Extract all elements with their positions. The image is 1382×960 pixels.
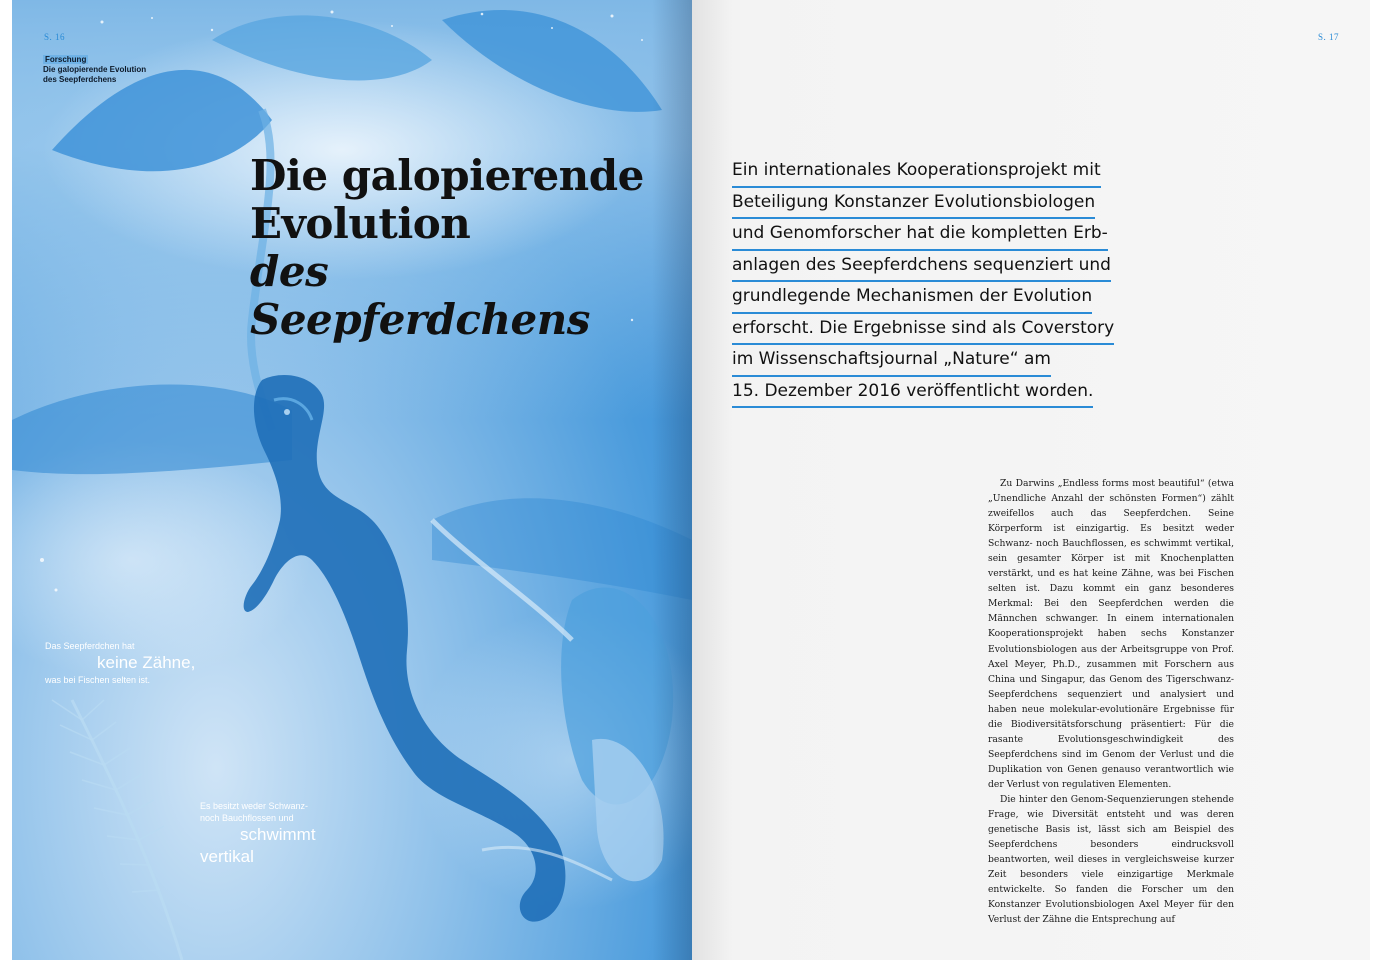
pullquote-fins-highlight2: vertikal <box>200 847 254 866</box>
pullquote-fins <box>200 800 316 868</box>
intro-line: Beteiligung Konstanzer Evolutionsbiologen <box>732 188 1095 220</box>
section-category: Forschung <box>45 55 87 64</box>
intro-line: anlagen des Seepferdchens sequenziert und <box>732 251 1111 283</box>
right-page <box>692 0 1370 960</box>
page-number-left: S. 16 <box>44 32 66 42</box>
intro-line: grundlegende Mechanismen der Evolution <box>732 282 1092 314</box>
pullquote-teeth-lead: Das Seepferdchen hat <box>45 641 135 651</box>
headline-line1: Die galopierende <box>250 151 644 200</box>
pullquote-teeth-tail: was bei Fischen selten ist. <box>45 675 151 685</box>
headline-line3: des Seepferdchens <box>250 247 590 344</box>
section-label <box>43 55 146 85</box>
headline <box>250 152 650 344</box>
intro-line: Ein internationales Kooperationsprojekt mit <box>732 156 1101 188</box>
page-number-right: S. 17 <box>1318 32 1340 42</box>
intro-line: und Genomforscher hat die kompletten Erb- <box>732 219 1108 251</box>
headline-line2: Evolution <box>250 199 471 248</box>
body-paragraph: Zu Darwins „Endless forms most beautiful“ (etwa „Unendliche Anzahl der schönsten Formen“) zählt zweifellos auch das Seepferdchen. Seine Körperform ist einzigartig. Es besitzt weder Schwanz- noch Bauchflossen, es schwimmt vertikal, sein gesamter Körper ist mit Knochenplatten verstärkt, und es hat keine Zähne, was bei Fischen selten ist. Dazu kommt ein ganz besonderes Merkmal: Bei den Seepferdchen werden die Männchen schwanger. In einem internationalen Kooperationsprojekt haben sechs Konstanzer Evolutionsbiologen aus der Arbeitsgruppe von Prof. Axel Meyer, Ph.D., zusammen mit Forschern aus China und Singapur, das Genom des Tigerschwanz-Seepferdchens sequenziert und analysiert und haben neue molekular-evolutionäre Ergebnisse für die Biodiversitätsforschung präsentiert: Für die rasante Evolutionsgeschwindigkeit des Seepferdchens sind im Genom der Verlust und die Duplikation von Genen genauso verantwortlich wie der Verlust von regulativen Elementen. <box>988 478 1234 790</box>
pullquote-fins-highlight1: schwimmt <box>240 825 316 844</box>
intro-line: im Wissenschaftsjournal „Nature“ am <box>732 345 1051 377</box>
left-page <box>12 0 692 960</box>
pullquote-fins-lead2: noch Bauchflossen und <box>200 813 294 823</box>
page-edge <box>1370 0 1382 960</box>
pullquote-teeth-highlight: keine Zähne, <box>97 653 196 672</box>
pullquote-fins-lead1: Es besitzt weder Schwanz- <box>200 801 309 811</box>
body-paragraph: Die hinter den Genom-Sequenzierungen stehende Frage, wie Diversität entsteht und was deren genetische Basis ist, lässt sich am Beispiel des Seepferdchens besonders eindrucksvoll beantworten, weil dieses in vergleichsweise kurzer Zeit besonders viele einzigartige Merkmale entwickelte. So fanden die Forscher um den Konstanzer Evolutionsbiologen Axel Meyer für den Verlust der Zähne die Entsprechung auf <box>988 793 1234 926</box>
section-title-line1: Die galopierende Evolution <box>43 65 147 74</box>
intro-line: erforscht. Die Ergebnisse sind als Coverstory <box>732 314 1114 346</box>
gutter-shadow <box>652 0 692 960</box>
intro-paragraph <box>732 156 1162 408</box>
intro-line: 15. Dezember 2016 veröffentlicht worden. <box>732 377 1093 409</box>
seahorse-photo <box>12 0 692 960</box>
body-text <box>988 476 1234 927</box>
section-title-line2: des Seepferdchens <box>43 75 117 84</box>
pullquote-teeth <box>45 640 195 686</box>
